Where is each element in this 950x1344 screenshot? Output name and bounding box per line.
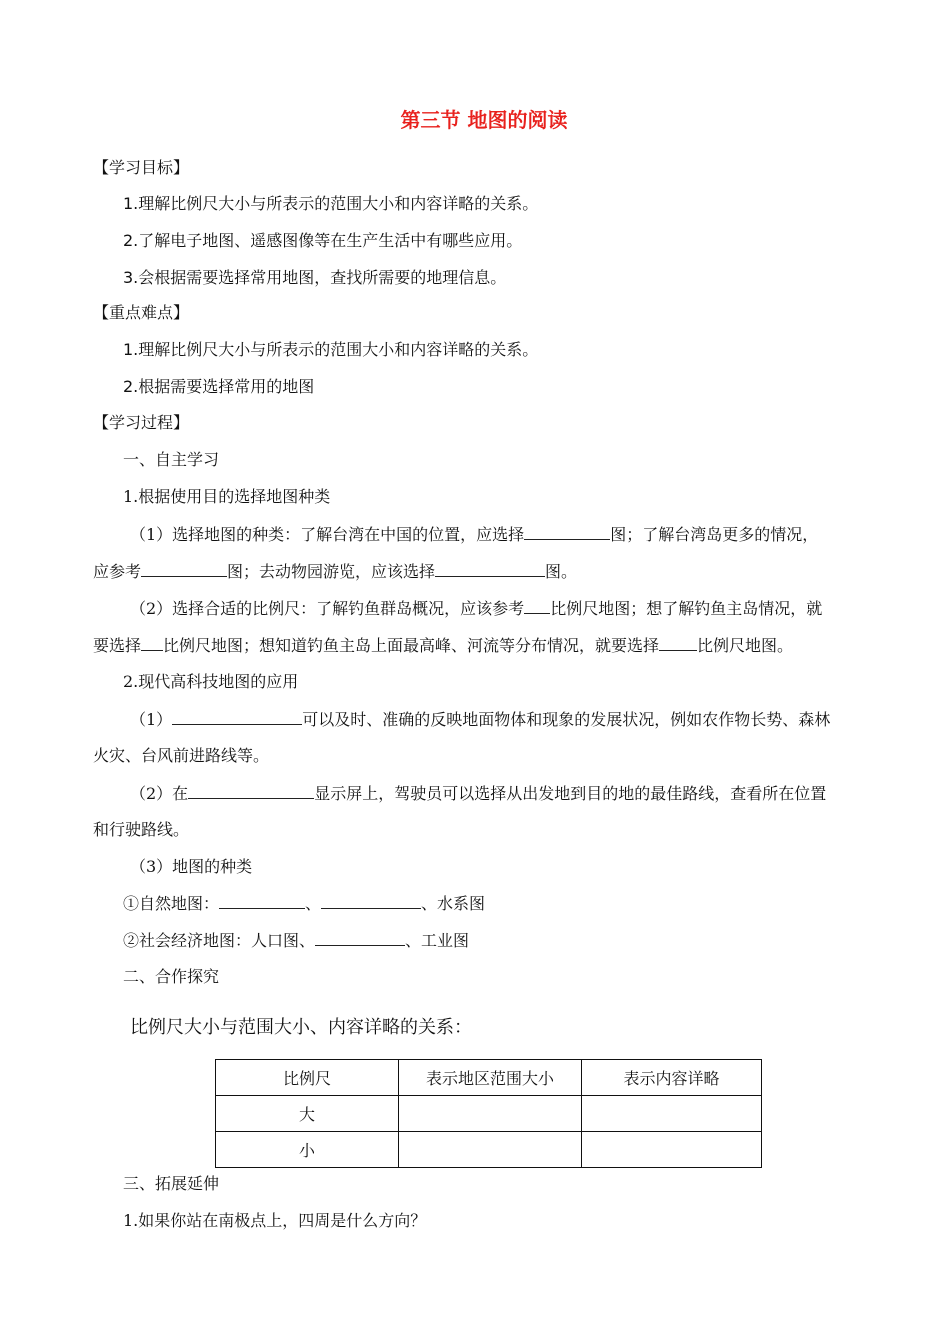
q1-1-text-a: （1）选择地图的种类：了解台湾在中国的位置，应选择 — [130, 525, 525, 544]
table-cell-scale: 小 — [216, 1132, 399, 1168]
answer-blank[interactable] — [315, 929, 405, 946]
q2-1-text-b: 可以及时、准确的反映地面物体和现象的发展状况，例如农作物长势、森林 — [302, 710, 831, 729]
question-2-1-line-a — [130, 708, 830, 731]
question-2-2-line-b: 和行驶路线。 — [93, 820, 190, 839]
answer-blank[interactable] — [524, 523, 610, 540]
socioeconomic-maps-label: ②社会经济地图：人口图、 — [123, 931, 316, 950]
socioeconomic-maps-tail: 、工业图 — [405, 931, 470, 950]
q2-2-text-a: （2）在 — [130, 784, 189, 803]
q1-1-text-e: 图。 — [545, 562, 578, 581]
q2-1-text-a: （1） — [130, 710, 173, 729]
table-cell-range[interactable] — [399, 1096, 582, 1132]
table-header-scale: 比例尺 — [216, 1060, 399, 1096]
learning-goal-3: 3.会根据需要选择常用地图，查找所需要的地理信息。 — [123, 268, 507, 287]
natural-maps-line — [123, 892, 485, 915]
question-1-2-line-a — [130, 597, 822, 620]
q1-1-text-b: 图；了解台湾岛更多的情况， — [610, 525, 819, 544]
answer-blank[interactable] — [172, 708, 302, 725]
socioeconomic-maps-line — [123, 929, 469, 952]
table-row — [216, 1132, 762, 1168]
question-1-1-line-a — [130, 523, 818, 546]
separator: 、 — [305, 894, 322, 913]
natural-maps-label: ①自然地图： — [123, 894, 220, 913]
answer-blank[interactable] — [321, 892, 421, 909]
question-2: 2.现代高科技地图的应用 — [123, 672, 299, 691]
question-1-2-line-b — [93, 634, 793, 657]
table-row — [216, 1096, 762, 1132]
table-cell-scale: 大 — [216, 1096, 399, 1132]
process-heading: 【学习过程】 — [93, 413, 190, 432]
key-point-1: 1.理解比例尺大小与所表示的范围大小和内容详略的关系。 — [123, 340, 539, 359]
answer-blank[interactable] — [219, 892, 305, 909]
answer-blank[interactable] — [141, 634, 163, 651]
q1-2-text-c: 要选择 — [93, 636, 142, 655]
answer-blank[interactable] — [435, 560, 545, 577]
answer-blank[interactable] — [141, 560, 227, 577]
q1-2-text-b: 比例尺地图；想了解钓鱼主岛情况，就 — [550, 599, 823, 618]
q1-1-text-c: 应参考 — [93, 562, 142, 581]
scale-relation-table — [215, 1059, 762, 1168]
question-2-3: （3）地图的种类 — [130, 857, 253, 876]
table-cell-detail[interactable] — [582, 1132, 762, 1168]
learning-goal-2: 2.了解电子地图、遥感图像等在生产生活中有哪些应用。 — [123, 231, 523, 250]
natural-maps-tail: 、水系图 — [421, 894, 486, 913]
q1-2-text-d: 比例尺地图；想知道钓鱼主岛上面最高峰、河流等分布情况，就要选择 — [163, 636, 660, 655]
question-1: 1.根据使用目的选择地图种类 — [123, 487, 331, 506]
answer-blank[interactable] — [524, 597, 550, 614]
part2-heading: 二、合作探究 — [123, 967, 220, 986]
table-header-detail: 表示内容详略 — [582, 1060, 762, 1096]
answer-blank[interactable] — [188, 782, 314, 799]
part1-heading: 一、自主学习 — [123, 450, 220, 469]
question-2-1-line-b: 火灾、台风前进路线等。 — [93, 746, 270, 765]
q1-2-text-a: （2）选择合适的比例尺：了解钓鱼群岛概况，应该参考 — [130, 599, 525, 618]
answer-blank[interactable] — [659, 634, 697, 651]
q1-2-text-e: 比例尺地图。 — [697, 636, 794, 655]
extension-question-1: 1.如果你站在南极点上，四周是什么方向？ — [123, 1211, 427, 1230]
part3-heading: 三、拓展延伸 — [123, 1174, 220, 1193]
table-cell-detail[interactable] — [582, 1096, 762, 1132]
table-header-range: 表示地区范围大小 — [399, 1060, 582, 1096]
relation-intro: 比例尺大小与范围大小、内容详略的关系： — [130, 1017, 472, 1038]
key-point-2: 2.根据需要选择常用的地图 — [123, 377, 315, 396]
question-1-1-line-b — [93, 560, 577, 583]
q2-2-text-b: 显示屏上，驾驶员可以选择从出发地到目的地的最佳路线，查看所在位置 — [314, 784, 827, 803]
q1-1-text-d: 图；去动物园游览，应该选择 — [227, 562, 436, 581]
learning-goal-1: 1.理解比例尺大小与所表示的范围大小和内容详略的关系。 — [123, 194, 539, 213]
learning-goals-heading: 【学习目标】 — [93, 158, 190, 177]
table-cell-range[interactable] — [399, 1132, 582, 1168]
page-title: 第三节 地图的阅读 — [400, 108, 568, 132]
question-2-2-line-a — [130, 782, 826, 805]
key-points-heading: 【重点难点】 — [93, 303, 190, 322]
table-header-row — [216, 1060, 762, 1096]
